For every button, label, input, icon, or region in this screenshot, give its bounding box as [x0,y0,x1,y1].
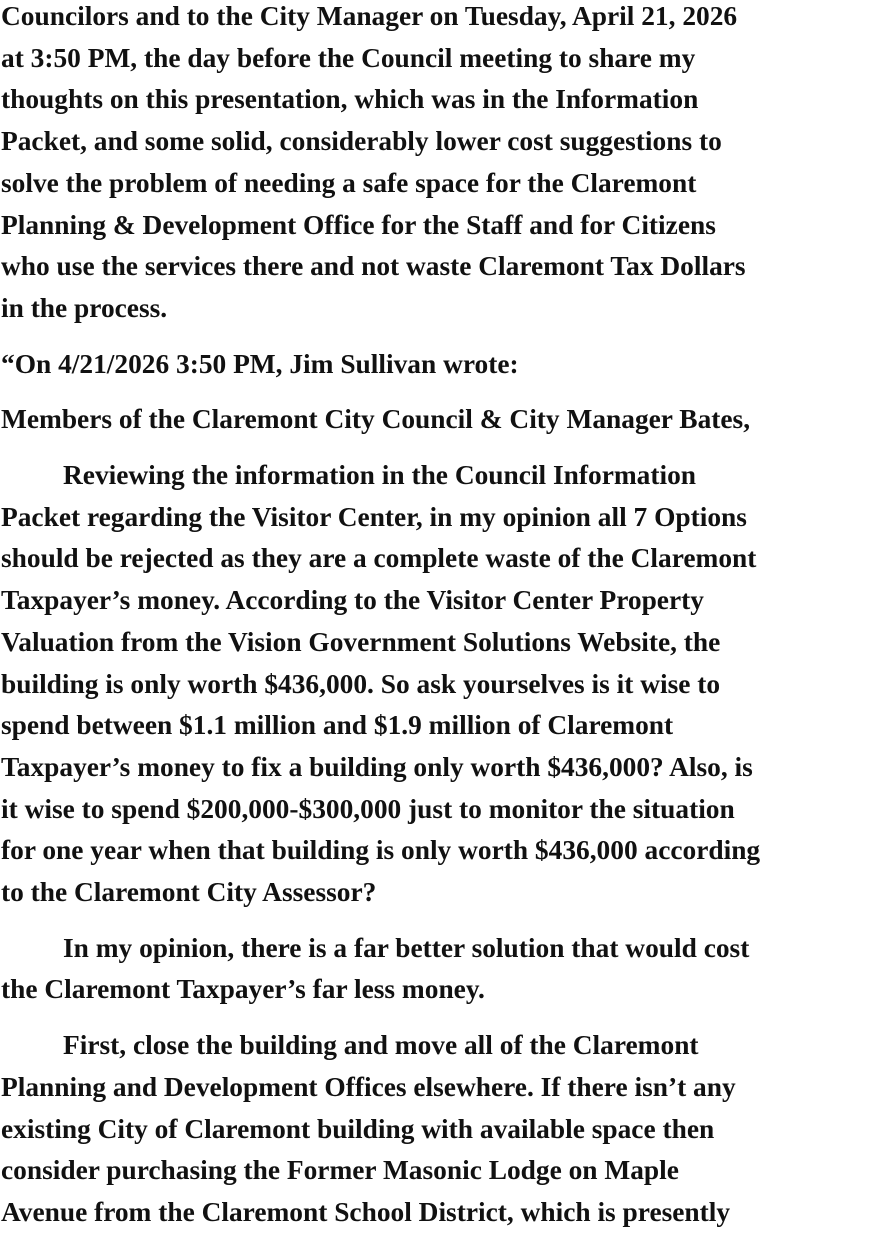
text-line: consider purchasing the Former Masonic Lodge on Maple [1,1155,679,1186]
paragraph [1,1025,760,1234]
paragraph [1,455,760,914]
text-line: to the Claremont City Assessor? [1,877,377,908]
text-line: thoughts on this presentation, which was in the Information [1,84,699,115]
text-line: Valuation from the Vision Government Solutions Website, the [1,626,721,657]
text-line: at 3:50 PM, the day before the Council meeting to share my [1,42,696,73]
text-line: in the process. [1,292,168,323]
text-line: Planning and Development Offices elsewhere. If there isn’t any [1,1071,736,1102]
paragraph [1,399,760,441]
document-body [1,0,760,1248]
text-line: solve the problem of needing a safe space for the Claremont [1,167,697,198]
text-line: Taxpayer’s money. According to the Visitor Center Property [1,585,704,616]
text-line: In my opinion, there is a far better solution that would cost [63,932,750,963]
text-line: the Claremont Taxpayer’s far less money. [1,974,485,1005]
paragraph [1,0,760,330]
text-line: First, close the building and move all of the Claremont [63,1030,699,1061]
text-line: Members of the Claremont City Council & City Manager Bates, [1,404,751,435]
text-line: Packet regarding the Visitor Center, in my opinion all 7 Options [1,501,747,532]
text-line: Councilors and to the City Manager on Tuesday, April 21, 2026 [1,1,738,31]
text-line: spend between $1.1 million and $1.9 million of Claremont [1,710,674,741]
text-line: Taxpayer’s money to fix a building only worth $436,000? Also, is [1,751,753,782]
text-line: Reviewing the information in the Council Information [63,460,697,491]
paragraph [1,928,760,1011]
text-line: Packet, and some solid, considerably lower cost suggestions to [1,126,722,157]
paragraph [1,344,760,386]
text-line: existing City of Claremont building with available space then [1,1113,715,1144]
text-line: for one year when that building is only worth $436,000 according [1,835,761,866]
text-line: who use the services there and not waste Claremont Tax Dollars [1,251,746,282]
text-line: “On 4/21/2026 3:50 PM, Jim Sullivan wrote: [1,348,519,379]
text-line: building is only worth $436,000. So ask yourselves is it wise to [1,668,721,699]
text-line: Planning & Development Office for the Staff and for Citizens [1,209,716,240]
text-line: should be rejected as they are a complete waste of the Claremont [1,543,757,574]
text-line: it wise to spend $200,000-$300,000 just to monitor the situation [1,793,735,824]
text-line: Avenue from the Claremont School District, which is presently [1,1196,731,1227]
